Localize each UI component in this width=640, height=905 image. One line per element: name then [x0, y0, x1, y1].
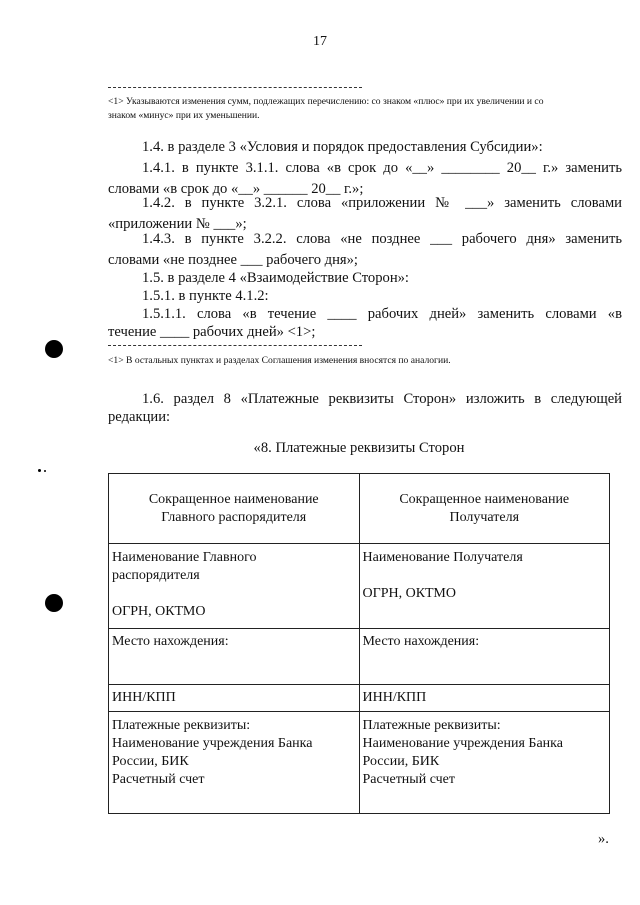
cell-manager-inn: [109, 685, 360, 712]
punch-hole: [45, 594, 63, 612]
cell-text: Расчетный счет: [112, 772, 205, 787]
header-text: Сокращенное наименование: [148, 491, 319, 507]
speck: [38, 469, 41, 472]
paragraph-1-5-1-1: 1.5.1.1. слова «в течение ____ рабочих дней» заменить словами «в: [142, 306, 622, 322]
cell-text: распорядителя: [112, 568, 200, 583]
cell-recipient-payment: [359, 712, 610, 814]
punch-hole: [45, 340, 63, 358]
speck: [44, 470, 46, 472]
paragraph-1-4: 1.4. в разделе 3 «Условия и порядок предоставления Субсидии»:: [142, 139, 543, 155]
header-text: Получателя: [449, 509, 520, 525]
cell-text: Платежные реквизиты:: [362, 718, 501, 733]
cell-text: России, БИК: [362, 754, 440, 769]
cell-text: ОГРН, ОКТМО: [362, 586, 456, 601]
paragraph-1-4-3-cont: словами «не позднее ___ рабочего дня»;: [108, 252, 358, 268]
paragraph-1-5-1-1-cont: течение ____ рабочих дней» <1>;: [108, 324, 316, 340]
footnote-text: <1> В остальных пунктах и разделах Соглашения изменения вносятся по аналогии.: [108, 355, 451, 366]
cell-manager-payment: [109, 712, 360, 814]
cell-recipient-inn: [359, 685, 610, 712]
paragraph-1-5-1: 1.5.1. в пункте 4.1.2:: [142, 288, 269, 304]
cell-text: Место нахождения:: [362, 634, 480, 649]
cell-text: Наименование учреждения Банка: [362, 736, 563, 751]
header-cell-main-manager: [109, 474, 360, 544]
header-text: Главного распорядителя: [161, 509, 307, 525]
cell-text: ИНН/КПП: [362, 690, 427, 705]
cell-text: ОГРН, ОКТМО: [112, 604, 206, 619]
header-cell-recipient: [359, 474, 610, 544]
cell-text: Наименование Главного: [112, 550, 257, 565]
footnote-separator: [108, 87, 362, 88]
closing-quote: ».: [598, 831, 609, 847]
footnote-separator: [108, 345, 362, 346]
cell-text: Наименование Получателя: [362, 550, 523, 565]
paragraph-1-6-cont: редакции:: [108, 409, 171, 425]
cell-recipient-location: [359, 629, 610, 685]
paragraph-1-4-1-cont: словами «в срок до «__» ______ 20__ г.»;: [108, 181, 364, 197]
footnote-line: <1> Указываются изменения сумм, подлежащих перечислению: со знаком «плюс» при их увеличении и со: [108, 96, 544, 107]
paragraph-1-6: 1.6. раздел 8 «Платежные реквизиты Сторон» изложить в следующей: [142, 391, 622, 407]
cell-manager-location: [109, 629, 360, 685]
payment-details-table: [108, 473, 610, 814]
cell-text: Наименование учреждения Банка: [112, 736, 313, 751]
paragraph-1-4-2-cont: «приложении № ___»;: [108, 216, 247, 232]
page-number: 17: [313, 34, 327, 49]
cell-text: Место нахождения:: [112, 634, 229, 649]
cell-text: Расчетный счет: [362, 772, 456, 787]
paragraph-1-4-3: 1.4.3. в пункте 3.2.2. слова «не позднее ___ рабочего дня» заменить: [142, 231, 622, 247]
paragraph-1-4-2: 1.4.2. в пункте 3.2.1. слова «приложении № ___» заменить словами: [142, 195, 622, 211]
cell-text: ИНН/КПП: [112, 690, 176, 705]
paragraph-1-4-1: 1.4.1. в пункте 3.1.1. слова «в срок до «__» ________ 20__ г.» заменить: [142, 160, 622, 176]
cell-manager-name: [109, 544, 360, 629]
cell-text: России, БИК: [112, 754, 189, 769]
footnote-line: знаком «минус» при их уменьшении.: [108, 110, 260, 121]
header-text: Сокращенное наименование: [399, 491, 570, 507]
section-title: «8. Платежные реквизиты Сторон: [253, 440, 465, 456]
paragraph-1-5: 1.5. в разделе 4 «Взаимодействие Сторон»:: [142, 270, 409, 286]
cell-recipient-name: [359, 544, 610, 629]
cell-text: Платежные реквизиты:: [112, 718, 251, 733]
